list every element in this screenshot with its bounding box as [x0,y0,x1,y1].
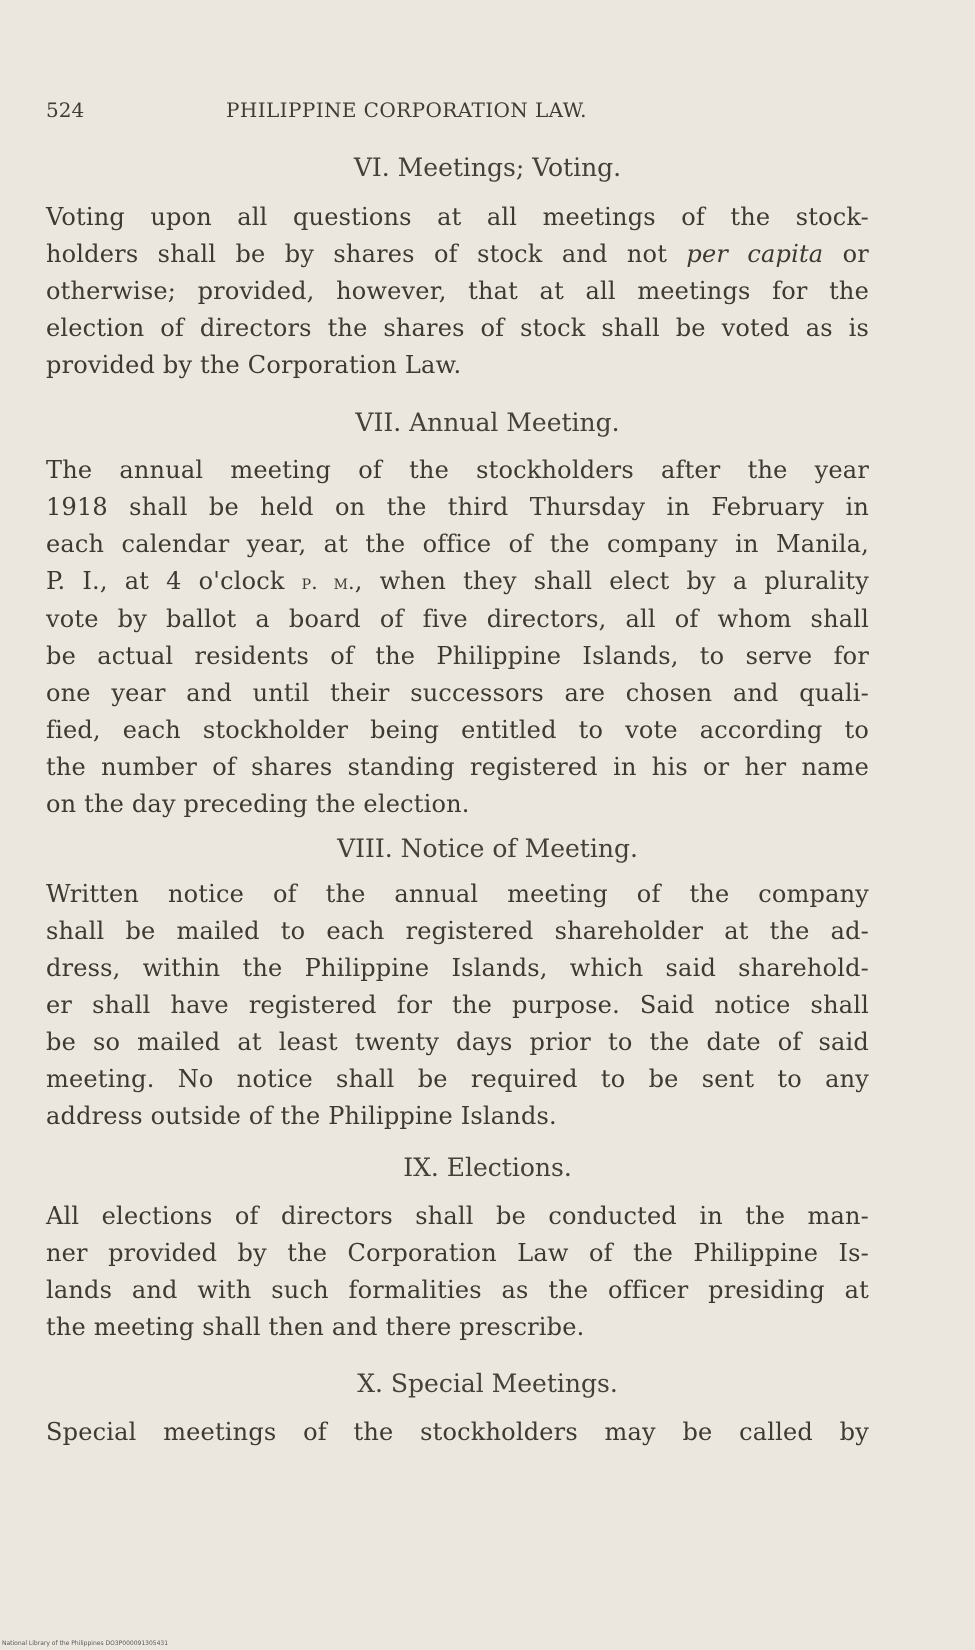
text-line: vote by ballot a board of five directors, all of whom shall [46,605,869,633]
text-line: one year and until their successors are chosen and quali- [46,679,869,707]
section-body-vi [46,199,869,384]
section-heading-x: X. Special Meetings. [357,1369,618,1398]
text-line: on the day preceding the election. [46,790,470,818]
text-line: P. I., at 4 o'clock p. m., when they shall elect by a plurality [46,567,870,595]
text-line: lands and with such formalities as the officer presiding at [46,1276,869,1304]
page-header [46,98,676,128]
page-number: 524 [46,98,85,122]
section-heading-viii: VIII. Notice of Meeting. [337,834,638,863]
scan-footer: National Library of the Philippines DO3P000091305431 [2,1640,169,1647]
section-body-x [46,1414,869,1451]
text-line: holders shall be by shares of stock and not per capita or [46,240,869,268]
text-line: fied, each stockholder being entitled to vote according to [46,716,869,744]
section-heading-ix: IX. Elections. [403,1153,572,1182]
text-line: meeting. No notice shall be required to be sent to any [46,1065,869,1093]
text-line: otherwise; provided, however, that at all meetings for the [46,277,869,305]
section-heading-vi: VI. Meetings; Voting. [353,153,622,182]
text-line: the number of shares standing registered in his or her name [46,753,869,781]
text-line: Written notice of the annual meeting of the company [46,880,869,908]
text-line: All elections of directors shall be conducted in the man- [46,1202,869,1230]
text-line: Voting upon all questions at all meetings of the stock- [46,203,869,231]
text-line: be so mailed at least twenty days prior to the date of said [46,1028,869,1056]
section-body-viii [46,876,869,1135]
text-line: shall be mailed to each registered shareholder at the ad- [46,917,869,945]
text-line: each calendar year, at the office of the company in Manila, [46,530,869,558]
text-line: address outside of the Philippine Islands. [46,1102,557,1130]
section-heading-vii: VII. Annual Meeting. [355,408,620,437]
text-line: ner provided by the Corporation Law of the Philippine Is- [46,1239,869,1267]
text-line: provided by the Corporation Law. [46,351,462,379]
text-line: dress, within the Philippine Islands, which said sharehold- [46,954,869,982]
text-line: The annual meeting of the stockholders after the year [46,456,869,484]
text-line: the meeting shall then and there prescribe. [46,1313,585,1341]
section-body-vii [46,452,869,823]
text-line: 1918 shall be held on the third Thursday in February in [46,493,869,521]
text-line: er shall have registered for the purpose. Said notice shall [46,991,869,1019]
running-head: PHILIPPINE CORPORATION LAW. [226,98,587,122]
text-line: be actual residents of the Philippine Islands, to serve for [46,642,869,670]
text-line: Special meetings of the stockholders may be called by [46,1418,869,1446]
text-line: election of directors the shares of stock shall be voted as is [46,314,869,342]
section-body-ix [46,1198,869,1346]
